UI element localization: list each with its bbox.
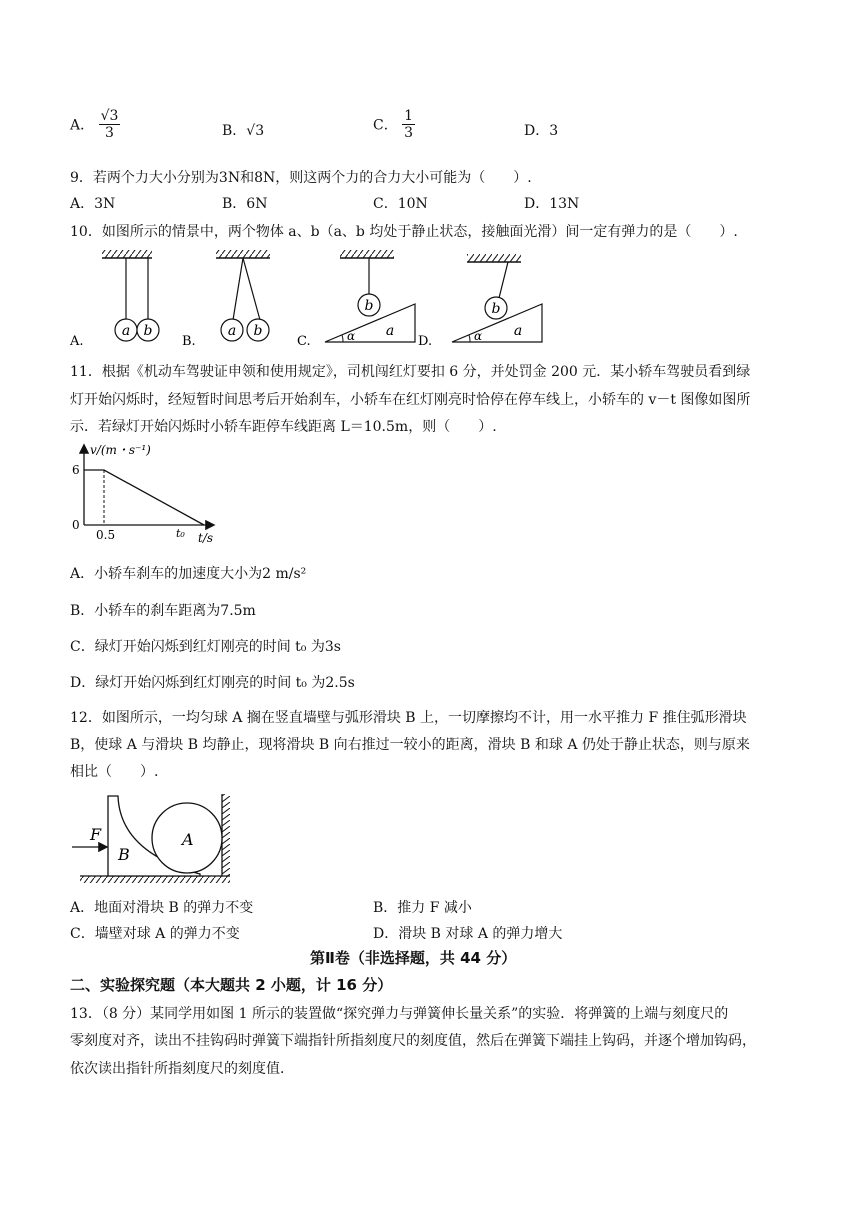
q8-option-b (222, 120, 264, 140)
q9-stem: 9．若两个力大小分别为3N和8N，则这两个力的合力大小可能为（ ）. (70, 170, 532, 186)
q10-label-b: B. (182, 334, 196, 349)
angle-label: α (347, 329, 356, 343)
q10-figure-c (325, 250, 415, 343)
q12-figure (70, 790, 240, 890)
q8-option-a (70, 108, 120, 141)
y-tick-label: 0 (72, 518, 80, 532)
angle-label: α (474, 329, 483, 343)
q11-stem-line1: 11．根据《机动车驾驶证申领和使用规定》，司机闯红灯要扣 6 分，并处罚金 200 元．某小轿车驾驶员看到绿 (70, 364, 751, 380)
wedge-label: a (513, 323, 523, 339)
q11-option-a: A．小轿车刹车的加速度大小为2 m/s² (70, 566, 307, 582)
wedge-label: a (385, 323, 395, 339)
denominator: 3 (404, 125, 414, 141)
q12-stem-line2: B，使球 A 与滑块 B 均静止，现将滑块 B 向右推过一较小的距离，滑块 B 和球 A 仍处于静止状态，则与原来 (70, 737, 750, 753)
option-value: 3 (549, 123, 559, 139)
q12-option-c: C．墙壁对球 A 的弹力不变 (70, 926, 240, 942)
q9-option-b: B．6N (222, 196, 268, 212)
fraction (99, 108, 121, 141)
block-b-label: B (118, 845, 130, 864)
option-label: B． (222, 123, 247, 139)
x-axis-label: t/s (198, 531, 214, 545)
numerator: 1 (404, 108, 414, 124)
q10-label-d: D. (418, 334, 433, 349)
q11-option-b: B．小轿车的刹车距离为7.5m (70, 603, 256, 619)
q13-stem-line3: 依次读出指针所指刻度尺的刻度值． (70, 1061, 294, 1077)
q11-stem-line3: 示．若绿灯开始闪烁时小轿车距停车线距离 L＝10.5m，则（ ）. (70, 419, 497, 435)
velocity-line (84, 470, 204, 525)
q12-stem-line1: 12．如图所示，一均匀球 A 搁在竖直墙壁与弧形滑块 B 上，一切摩擦均不计，用一水平推力 F 推住弧形滑块 (70, 710, 747, 726)
q13-stem-line2: 零刻度对齐，读出不挂钩码时弹簧下端指针所指刻度尺的刻度值，然后在弹簧下端挂上钩码，并逐个增加钩码， (70, 1033, 756, 1049)
q10-stem: 10．如图所示的情景中，两个物体 a、b（a、b 均处于静止状态，接触面光滑）间一定有弹力的是（ ）. (70, 224, 738, 240)
q11-stem-line2: 灯开始闪烁时，经短暂时间思考后开始刹车，小轿车在红灯刚亮时恰停在停车线上，小轿车的 v－t 图像如图所 (70, 392, 751, 408)
q12-option-b: B．推力 F 减小 (373, 900, 472, 916)
q12-stem-line3: 相比（ ）. (70, 764, 159, 780)
option-label: C． (373, 117, 398, 134)
q12-option-d: D．滑块 B 对球 A 的弹力增大 (373, 926, 563, 942)
q11-option-d: D．绿灯开始闪烁到红灯刚亮的时间 t₀ 为2.5s (70, 675, 355, 691)
numerator: √3 (100, 108, 119, 124)
y-tick-label: 6 (72, 463, 80, 477)
wall (222, 794, 230, 876)
q12-option-a: A．地面对滑块 B 的弹力不变 (70, 900, 254, 916)
q9-option-c: C．10N (373, 196, 428, 212)
q8-option-c (373, 108, 415, 141)
q13-stem-line1: 13．（8 分）某同学用如图 1 所示的装置做“探究弹力与弹簧伸长量关系”的实验．将弹簧的上端与刻度尺的 (70, 1006, 729, 1022)
vt-chart (68, 438, 228, 548)
denominator: 3 (105, 125, 114, 141)
ball-b-label: b (364, 298, 374, 314)
q10-figure-d (452, 254, 542, 343)
q10-figure-a (102, 250, 159, 341)
ball-b-label: b (143, 323, 153, 339)
q9-option-d: D．13N (524, 196, 580, 212)
section-heading: 二、实验探究题（本大题共 2 小题，计 16 分） (70, 976, 393, 994)
ball-b-label: b (491, 301, 501, 317)
q10-label-a: A. (70, 334, 84, 349)
fraction (402, 108, 415, 141)
x-tick-label: t₀ (176, 527, 185, 540)
q10-figures (60, 246, 560, 350)
y-axis-label: v/(m・s⁻¹) (90, 443, 151, 457)
q8-option-d (524, 120, 558, 140)
ball-b-label: b (253, 323, 263, 339)
volume-title: 第Ⅱ卷（非选择题，共 44 分） (310, 949, 517, 967)
ball-a-label: A (182, 830, 194, 849)
q9-option-a: A．3N (70, 196, 116, 212)
option-label: D． (524, 123, 550, 139)
ball-a-label: a (121, 323, 131, 339)
q10-figure-b (216, 250, 270, 341)
force-label: F (90, 825, 102, 844)
option-label: A． (70, 117, 95, 134)
option-value: √3 (246, 123, 265, 139)
q11-option-c: C．绿灯开始闪烁到红灯刚亮的时间 t₀ 为3s (70, 639, 341, 655)
ground (80, 876, 230, 883)
x-tick-label: 0.5 (96, 528, 116, 542)
q10-label-c: C. (297, 334, 311, 349)
ball-a-label: a (227, 323, 237, 339)
